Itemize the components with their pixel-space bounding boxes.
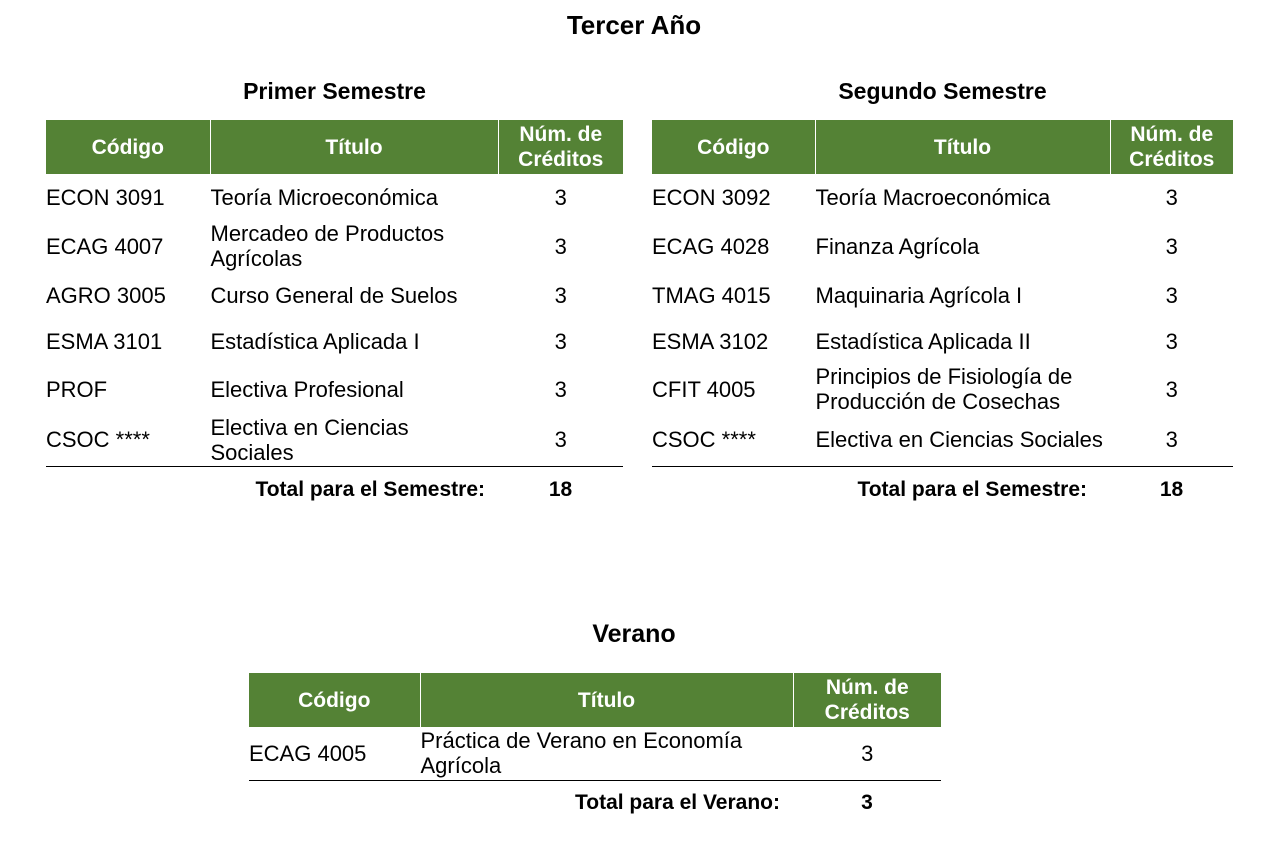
course-code: ECON 3091: [46, 184, 165, 210]
course-title: Maquinaria Agrícola I: [815, 272, 1110, 318]
page-title: Tercer Año: [566, 10, 702, 40]
table-row: [249, 727, 941, 780]
course-credits: 3: [1110, 272, 1233, 318]
table-row: [46, 220, 623, 272]
course-credits: 3: [1110, 364, 1233, 414]
first-semester-total-value: 18: [548, 478, 573, 501]
course-credits: 3: [498, 220, 623, 272]
credits-header: [1110, 120, 1233, 174]
table-row: [652, 174, 1233, 220]
course-code: ECAG 4007: [46, 233, 164, 259]
course-title: Finanza Agrícola: [815, 220, 1110, 272]
course-title: Principios de Fisiología de Producción de Cosechas: [815, 364, 1110, 414]
course-code: CFIT 4005: [652, 376, 756, 402]
course-credits: 3: [1110, 220, 1233, 272]
table-row: [46, 414, 623, 466]
second-semester-table: [652, 120, 1233, 467]
course-credits: 3: [1110, 174, 1233, 220]
credits-header-line2: Créditos: [824, 701, 910, 724]
course-title: Electiva en Ciencias Sociales: [815, 414, 1110, 466]
second-semester-total-value: 18: [1159, 478, 1184, 501]
table-row: [652, 272, 1233, 318]
course-title: Teoría Microeconómica: [210, 174, 498, 220]
course-title: Electiva Profesional: [210, 364, 498, 414]
table-row: [652, 364, 1233, 414]
summer-total-value: 3: [861, 791, 873, 814]
course-code: CSOC ****: [46, 414, 210, 466]
credits-header: [498, 120, 623, 174]
table-row: [46, 174, 623, 220]
credits-header-line1: Núm. de: [825, 676, 909, 699]
credits-header-line1: Núm. de: [1130, 123, 1214, 146]
course-code: ECAG 4028: [652, 233, 770, 259]
course-code: CSOC ****: [652, 414, 815, 466]
first-semester-table: [46, 120, 623, 467]
course-title: Teoría Macroeconómica: [815, 174, 1110, 220]
table-row: [46, 318, 623, 364]
course-credits: 3: [498, 318, 623, 364]
table-row: [652, 318, 1233, 364]
table-row: [46, 272, 623, 318]
course-code: PROF: [46, 376, 108, 402]
course-code: ECAG 4005: [249, 727, 420, 780]
second-semester-total-label: Total para el Semestre:: [857, 478, 1087, 501]
code-header: Código: [652, 120, 815, 174]
course-title: Mercadeo de Productos Agrícolas: [210, 220, 498, 272]
first-semester-total-label: Total para el Semestre:: [255, 478, 485, 501]
course-credits: 3: [498, 174, 623, 220]
course-title: Electiva en Ciencias Sociales: [210, 414, 498, 466]
course-credits: 3: [498, 414, 623, 466]
credits-header-line2: Créditos: [518, 148, 604, 171]
course-title: Estadística Aplicada I: [210, 318, 498, 364]
table-row: [46, 364, 623, 414]
course-code: ESMA 3102: [652, 328, 769, 354]
course-code: ESMA 3101: [46, 328, 163, 354]
course-code: TMAG 4015: [652, 282, 771, 308]
course-title: Curso General de Suelos: [210, 272, 498, 318]
second-semester-title: Segundo Semestre: [838, 78, 1047, 104]
course-code: ECON 3092: [652, 184, 771, 210]
summer-table: [249, 673, 941, 781]
course-credits: 3: [498, 364, 623, 414]
course-code: AGRO 3005: [46, 282, 166, 308]
course-credits: 3: [1110, 318, 1233, 364]
course-credits: 3: [498, 272, 623, 318]
code-header: Código: [249, 673, 420, 727]
code-header: Código: [46, 120, 210, 174]
summer-total-label: Total para el Verano:: [574, 791, 780, 814]
summer-title: Verano: [592, 620, 676, 648]
table-header-row: [652, 120, 1233, 174]
title-header: Título: [420, 673, 793, 727]
course-credits: 3: [1110, 414, 1233, 466]
table-row: [652, 220, 1233, 272]
credits-header-line2: Créditos: [1129, 148, 1215, 171]
table-row: [652, 414, 1233, 466]
course-title: Estadística Aplicada II: [815, 318, 1110, 364]
credits-header-line1: Núm. de: [519, 123, 603, 146]
table-header-row: [249, 673, 941, 727]
course-credits: 3: [793, 727, 941, 780]
first-semester-title: Primer Semestre: [243, 78, 426, 104]
title-header: Título: [815, 120, 1110, 174]
course-title: Práctica de Verano en Economía Agrícola: [420, 727, 793, 780]
title-header: Título: [210, 120, 498, 174]
credits-header: [793, 673, 941, 727]
table-header-row: [46, 120, 623, 174]
